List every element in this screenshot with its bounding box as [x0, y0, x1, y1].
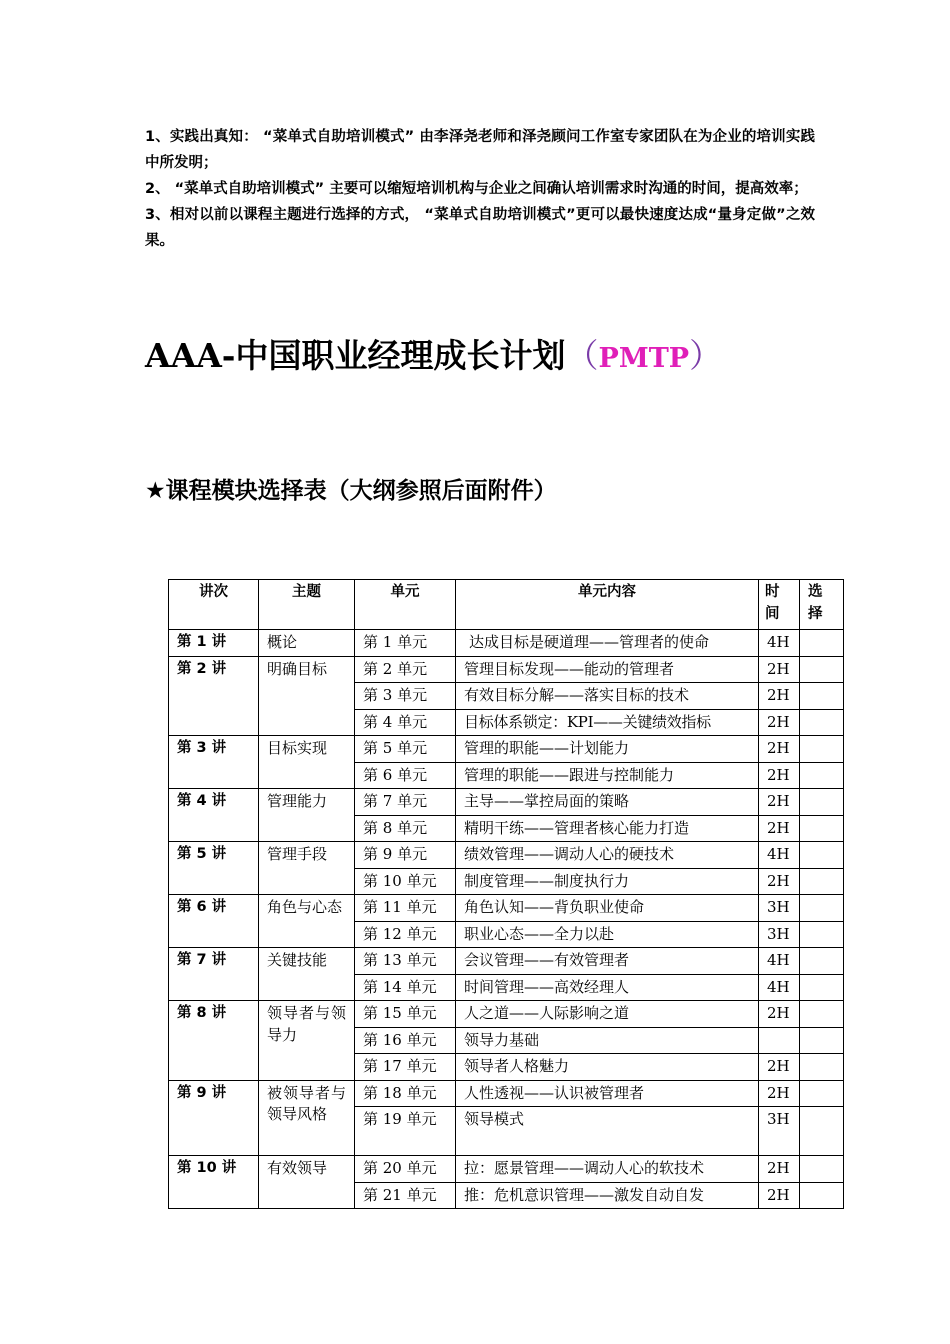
- intro-point-1: 1、实践出真知： “菜单式自助培训模式” 由李泽尧老师和泽尧顾问工作室专家团队在为企业的培训实践中所发明；: [145, 129, 815, 171]
- content-cell: 人性透视——认识被管理者: [456, 1080, 759, 1107]
- lecture-cell: 第 6 讲: [169, 895, 259, 948]
- select-cell[interactable]: [800, 921, 844, 948]
- time-cell: 2H: [759, 789, 800, 816]
- content-cell: 主导——掌控局面的策略: [456, 789, 759, 816]
- content-cell: 达成目标是硬道理——管理者的使命: [456, 630, 759, 657]
- time-cell: 2H: [759, 1182, 800, 1209]
- lecture-cell: 第 9 讲: [169, 1080, 259, 1156]
- table-row: [169, 1001, 844, 1028]
- unit-cell: 第 9 单元: [355, 842, 456, 869]
- select-cell[interactable]: [800, 736, 844, 763]
- content-cell: 目标体系锁定：KPI——关键绩效指标: [456, 709, 759, 736]
- table-row: [169, 842, 844, 869]
- time-cell: 2H: [759, 1001, 800, 1028]
- unit-cell: 第 18 单元: [355, 1080, 456, 1107]
- unit-cell: 第 2 单元: [355, 656, 456, 683]
- select-cell[interactable]: [800, 1027, 844, 1054]
- time-cell: 2H: [759, 1080, 800, 1107]
- table-header-row: [169, 580, 844, 630]
- content-cell: 管理的职能——计划能力: [456, 736, 759, 763]
- unit-cell: 第 15 单元: [355, 1001, 456, 1028]
- title-paren-open: （: [565, 336, 599, 375]
- topic-cell: 有效领导: [259, 1156, 355, 1209]
- time-cell: 4H: [759, 842, 800, 869]
- time-cell: 3H: [759, 1107, 800, 1156]
- unit-cell: 第 11 单元: [355, 895, 456, 922]
- content-cell: 管理目标发现——能动的管理者: [456, 656, 759, 683]
- content-cell: 推：危机意识管理——激发自动自发: [456, 1182, 759, 1209]
- header-time: 时间: [759, 580, 800, 630]
- topic-cell: 角色与心态: [259, 895, 355, 948]
- header-topic: 主题: [259, 580, 355, 630]
- select-cell[interactable]: [800, 895, 844, 922]
- title-paren-close: ）: [689, 336, 723, 375]
- unit-cell: 第 4 单元: [355, 709, 456, 736]
- intro-section: [145, 124, 815, 254]
- unit-cell: 第 19 单元: [355, 1107, 456, 1156]
- time-cell: 4H: [759, 948, 800, 975]
- unit-cell: 第 7 单元: [355, 789, 456, 816]
- time-cell: 2H: [759, 709, 800, 736]
- unit-cell: 第 14 单元: [355, 974, 456, 1001]
- table-row: [169, 948, 844, 975]
- time-cell: 2H: [759, 656, 800, 683]
- topic-cell: 明确目标: [259, 656, 355, 736]
- content-cell: 有效目标分解——落实目标的技术: [456, 683, 759, 710]
- unit-cell: 第 1 单元: [355, 630, 456, 657]
- time-cell: [759, 1027, 800, 1054]
- content-cell: 拉：愿景管理——调动人心的软技术: [456, 1156, 759, 1183]
- lecture-cell: 第 2 讲: [169, 656, 259, 736]
- table-row: [169, 1080, 844, 1107]
- select-cell[interactable]: [800, 762, 844, 789]
- time-cell: 2H: [759, 815, 800, 842]
- page-title-main: AAA-中国职业经理成长计划: [145, 336, 566, 375]
- content-cell: 时间管理——高效经理人: [456, 974, 759, 1001]
- table-row: [169, 656, 844, 683]
- unit-cell: 第 21 单元: [355, 1182, 456, 1209]
- course-module-table: [168, 579, 844, 1209]
- unit-cell: 第 3 单元: [355, 683, 456, 710]
- lecture-cell: 第 3 讲: [169, 736, 259, 789]
- time-cell: 3H: [759, 895, 800, 922]
- time-cell: 2H: [759, 1156, 800, 1183]
- select-cell[interactable]: [800, 815, 844, 842]
- time-cell: 4H: [759, 630, 800, 657]
- topic-cell: 管理能力: [259, 789, 355, 842]
- select-cell[interactable]: [800, 709, 844, 736]
- header-select: 选择: [800, 580, 844, 630]
- time-cell: 2H: [759, 1054, 800, 1081]
- content-cell: 管理的职能——跟进与控制能力: [456, 762, 759, 789]
- select-cell[interactable]: [800, 1080, 844, 1107]
- header-unit: 单元: [355, 580, 456, 630]
- unit-cell: 第 20 单元: [355, 1156, 456, 1183]
- content-cell: 制度管理——制度执行力: [456, 868, 759, 895]
- time-cell: 3H: [759, 921, 800, 948]
- intro-point-3: 3、相对以前以课程主题进行选择的方式， “菜单式自助培训模式”更可以最快速度达成“量身定做”之效果。: [145, 207, 815, 249]
- content-cell: 角色认知——背负职业使命: [456, 895, 759, 922]
- unit-cell: 第 5 单元: [355, 736, 456, 763]
- content-cell: 领导模式: [456, 1107, 759, 1156]
- topic-cell: 被领导者与领导风格: [259, 1080, 355, 1156]
- time-cell: 2H: [759, 868, 800, 895]
- time-cell: 4H: [759, 974, 800, 1001]
- title-program-code: PMTP: [598, 343, 690, 374]
- select-cell[interactable]: [800, 656, 844, 683]
- content-cell: 领导力基础: [456, 1027, 759, 1054]
- select-cell[interactable]: [800, 1156, 844, 1183]
- topic-cell: 领导者与领导力: [259, 1001, 355, 1081]
- select-cell[interactable]: [800, 1182, 844, 1209]
- select-cell[interactable]: [800, 974, 844, 1001]
- unit-cell: 第 12 单元: [355, 921, 456, 948]
- table-row: [169, 630, 844, 657]
- time-cell: 2H: [759, 683, 800, 710]
- page-title: [145, 330, 722, 377]
- content-cell: 精明干练——管理者核心能力打造: [456, 815, 759, 842]
- table-row: [169, 789, 844, 816]
- content-cell: 绩效管理——调动人心的硬技术: [456, 842, 759, 869]
- topic-cell: 管理手段: [259, 842, 355, 895]
- select-cell[interactable]: [800, 948, 844, 975]
- content-cell: 会议管理——有效管理者: [456, 948, 759, 975]
- section-heading: ★课程模块选择表（大纲参照后面附件）: [145, 478, 557, 504]
- lecture-cell: 第 7 讲: [169, 948, 259, 1001]
- table-row: [169, 736, 844, 763]
- content-cell: 领导者人格魅力: [456, 1054, 759, 1081]
- select-cell[interactable]: [800, 868, 844, 895]
- select-cell[interactable]: [800, 683, 844, 710]
- unit-cell: 第 17 单元: [355, 1054, 456, 1081]
- header-content: 单元内容: [456, 580, 759, 630]
- lecture-cell: 第 8 讲: [169, 1001, 259, 1081]
- table-row: [169, 895, 844, 922]
- time-cell: 2H: [759, 762, 800, 789]
- lecture-cell: 第 10 讲: [169, 1156, 259, 1209]
- select-cell[interactable]: [800, 1107, 844, 1156]
- content-cell: 职业心态——全力以赴: [456, 921, 759, 948]
- content-cell: 人之道——人际影响之道: [456, 1001, 759, 1028]
- header-lecture: 讲次: [169, 580, 259, 630]
- lecture-cell: 第 1 讲: [169, 630, 259, 657]
- topic-cell: 关键技能: [259, 948, 355, 1001]
- topic-cell: 概论: [259, 630, 355, 657]
- select-cell[interactable]: [800, 1054, 844, 1081]
- unit-cell: 第 13 单元: [355, 948, 456, 975]
- lecture-cell: 第 5 讲: [169, 842, 259, 895]
- select-cell[interactable]: [800, 789, 844, 816]
- lecture-cell: 第 4 讲: [169, 789, 259, 842]
- unit-cell: 第 10 单元: [355, 868, 456, 895]
- unit-cell: 第 8 单元: [355, 815, 456, 842]
- select-cell[interactable]: [800, 630, 844, 657]
- select-cell[interactable]: [800, 842, 844, 869]
- unit-cell: 第 6 单元: [355, 762, 456, 789]
- time-cell: 2H: [759, 736, 800, 763]
- unit-cell: 第 16 单元: [355, 1027, 456, 1054]
- intro-point-2: 2、 “菜单式自助培训模式” 主要可以缩短培训机构与企业之间确认培训需求时沟通的时间，提高效率；: [145, 181, 808, 197]
- table-row: [169, 1156, 844, 1183]
- select-cell[interactable]: [800, 1001, 844, 1028]
- topic-cell: 目标实现: [259, 736, 355, 789]
